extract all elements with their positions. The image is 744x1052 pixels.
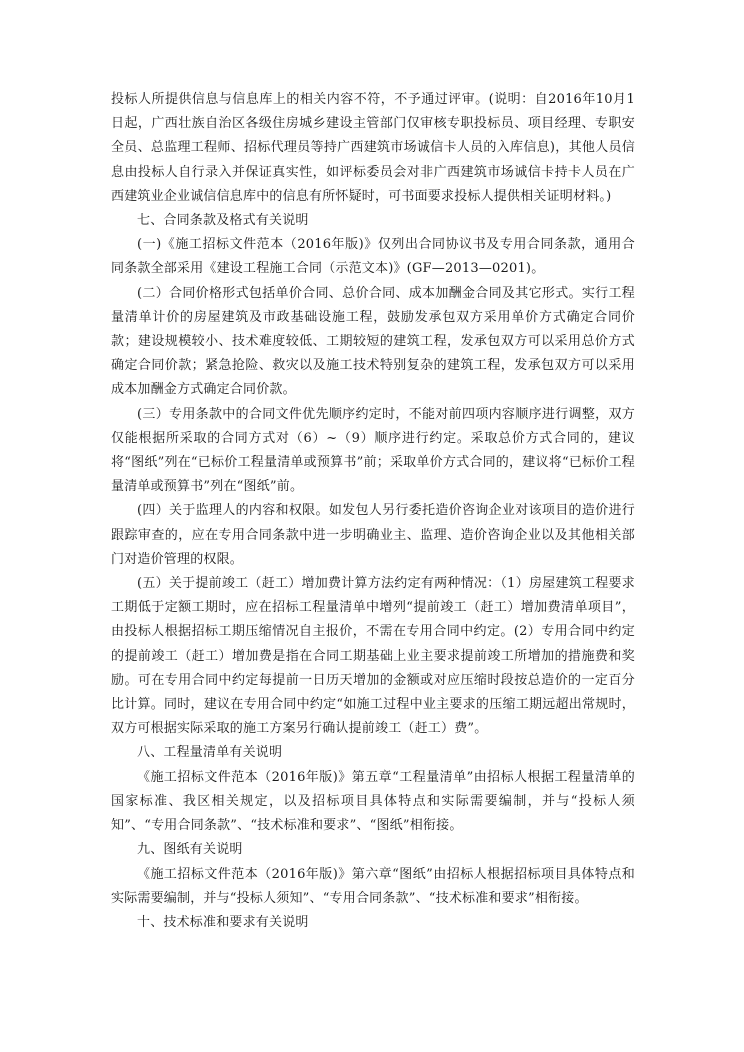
section-heading-10: 十、技术标准和要求有关说明 xyxy=(137,914,309,930)
paragraph-7-2: (二）合同价格形式包括单价合同、总价合同、成本加酬金合同及其它形式。实行工程量清单计价的房屋建筑及市政基础设施工程，鼓励发承包双方采用单价方式确定合同价款；建设规模较小、技术难度较低、工期较短的建筑工程，发承包双方可以采用总价方式确定合同价款；紧急抢险、救灾以及施工技术特别复杂的建筑工程，发承包双方可以采用成本加酬金方式确定合同价款。 xyxy=(111,285,635,398)
paragraph-8-1: 《施工招标文件范本（2016年版)》第五章“工程量清单”由招标人根据工程量清单的国家标准、我区相关规定，以及招标项目具体特点和实际需要编制，并与“投标人须知”、“专用合同条款”、“技术标准和要求”、“图纸”相衔接。 xyxy=(111,769,635,834)
paragraph-9-1: 《施工招标文件范本（2016年版)》第六章“图纸”由招标人根据招标项目具体特点和实际需要编制，并与“投标人须知”、“专用合同条款”、“技术标准和要求”相衔接。 xyxy=(111,866,635,906)
section-heading-8: 八、工程量清单有关说明 xyxy=(137,745,283,761)
section-heading-7: 七、合同条款及格式有关说明 xyxy=(137,213,309,229)
paragraph-7-3: (三）专用条款中的合同文件优先顺序约定时，不能对前四项内容顺序进行调整，双方仅能根据所采取的合同方式对（6）~（9）顺序进行约定。采取总价方式合同的，建议将“图纸”列在“已标价工程量清单或预算书”前；采取单价方式合同的，建议将“已标价工程量清单或预算书”列在“图纸”前。 xyxy=(111,406,635,495)
section-heading-9: 九、图纸有关说明 xyxy=(137,842,243,858)
paragraph-7-1: (一)《施工招标文件范本（2016年版)》仅列出合同协议书及专用合同条款，通用合同条款全部采用《建设工程施工合同（示范文本)》(GF—2013—0201)。 xyxy=(111,237,635,277)
paragraph-7-5: (五）关于提前竣工（赶工）增加费计算方法约定有两种情况：（1）房屋建筑工程要求工期低于定额工期时，应在招标工程量清单中增列“提前竣工（赶工）增加费清单项目”，由投标人根据招标工期压缩情况自主报价，不需在专用合同中约定。(2）专用合同中约定的提前竣工（赶工）增加费是指在合同工期基础上业主要求提前竣工所增加的措施费和奖励。可在专用合同中约定每提前一日历天增加的金额或对应压缩时段按总造价的一定百分比计算。同时，建议在专用合同中约定“如施工过程中业主要求的压缩工期远超出常规时，双方可根据实际采取的施工方案另行确认提前竣工（赶工）费”。 xyxy=(111,576,635,737)
document-page xyxy=(111,88,635,935)
paragraph-intro: 投标人所提供信息与信息库上的相关内容不符，不予通过评审。(说明：自2016年10月1日起，广西壮族自治区各级住房城乡建设主管部门仅审核专职投标员、项目经理、专职安全员、总监理工程师、招标代理员等持广西建筑市场诚信卡人员的入库信息)，其他人员信息由投标人自行录入并保证真实性，如评标委员会对非广西建筑市场诚信卡持卡人员在广西建筑业企业诚信信息库中的信息有所怀疑时，可书面要求投标人提供相关证明材料。) xyxy=(111,92,635,204)
paragraph-7-4: (四）关于监理人的内容和权限。如发包人另行委托造价咨询企业对该项目的造价进行跟踪审查的，应在专用合同条款中进一步明确业主、监理、造价咨询企业以及其他相关部门对造价管理的权限。 xyxy=(111,503,635,567)
